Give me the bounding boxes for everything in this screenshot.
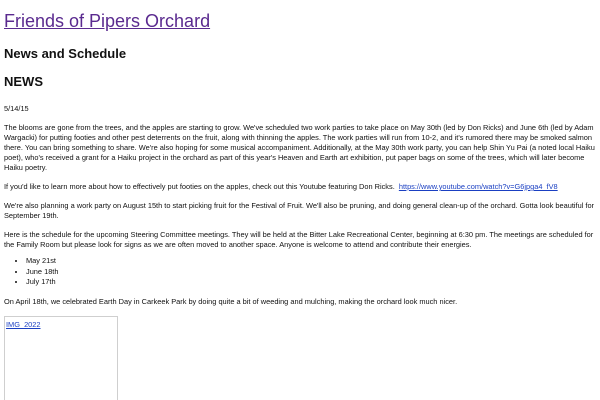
news-paragraph-footies <box>4 182 596 192</box>
list-item: • June 18th <box>26 267 596 278</box>
youtube-link[interactable]: https://www.youtube.com/watch?v=G6jpga4_fV8 <box>398 182 558 191</box>
image-link[interactable]: IMG_2022 <box>6 319 41 329</box>
list-item: • July 17th <box>26 277 596 288</box>
news-date: 5/14/15 <box>4 104 29 113</box>
list-item: • May 21st <box>26 256 596 267</box>
page-content <box>4 0 596 400</box>
news-paragraph-work-parties: The blooms are gone from the trees, and the apples are starting to grow. We've scheduled two work parties to take place on May 30th (led by Don Ricks) and June 6th (led by Adam Wargacki) for putting footies and other pest deterrents on the fruit, along with thinning the apples. The work parties will run from 10-2, and it's rumored there may be smoked salmon there. You can bring something to share. We're also hoping for some musical accompaniment. Additionally, at the May 30th work party, you can help Shin Yu Pai (a noted local Haiku poet), who's received a grant for a Haiku project in the orchard as part of this year's Heaven and Earth art exhibition, put paper bags on some of the trees, which will later become Haiku poetry. <box>4 123 595 172</box>
news-heading: NEWS <box>4 74 43 89</box>
page-title: News and Schedule <box>4 46 127 61</box>
meeting-dates-list <box>4 256 596 288</box>
news-paragraph-meetings: Here is the schedule for the upcoming Steering Committee meetings. They will be held at the Bitter Lake Recreational Center, beginning at 6:30 pm. The meetings are scheduled for the Family Room but please look for signs as we are often moved to another space. Anyone is welcome to attend and contribute their energies. <box>4 230 594 249</box>
site-title-link[interactable]: Friends of Pipers Orchard <box>4 11 211 31</box>
news-paragraph-earth-day: On April 18th, we celebrated Earth Day in Carkeek Park by doing quite a bit of weeding and mulching, making the orchard look much nicer. <box>4 296 458 306</box>
news-paragraph-august: We're also planning a work party on August 15th to start picking fruit for the Festival of Fruit. We'll also be pruning, and doing general clean-up of the orchard. Gotta look beautiful for September 19th. <box>4 201 595 220</box>
image-placeholder[interactable] <box>4 316 118 400</box>
footies-text: If you'd like to learn more about how to effectively put footies on the apples, check out this Youtube featuring Don Ricks. <box>4 182 395 191</box>
